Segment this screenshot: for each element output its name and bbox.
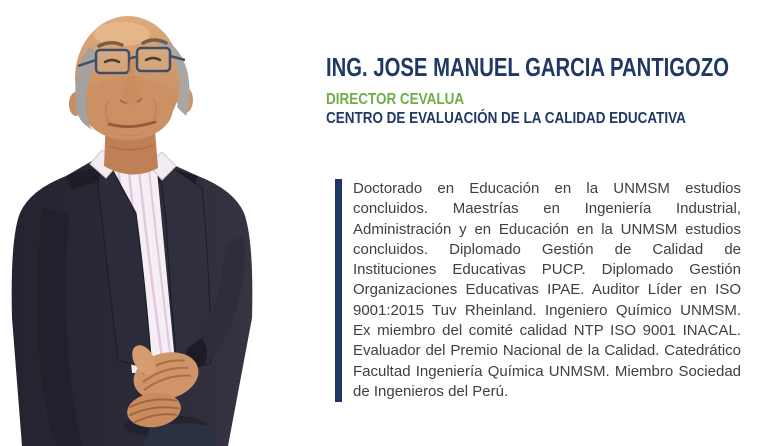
- profile-header: [326, 52, 756, 127]
- profile-name-text: ING. JOSE MANUEL GARCIA PANTIGOZO: [326, 52, 730, 82]
- bio-section: [335, 179, 741, 402]
- portrait-illustration: [6, 8, 266, 446]
- profile-role-text: DIRECTOR CEVALUA: [326, 91, 465, 108]
- profile-name: [326, 52, 756, 82]
- profile-organization-text: CENTRO DE EVALUACIÓN DE LA CALIDAD EDUCATIVA: [326, 110, 686, 127]
- profile-role: [326, 91, 756, 108]
- accent-bar: [335, 179, 342, 402]
- bio-text: Doctorado en Educación en la UNMSM estudios concluidos. Maestrías en Ingeniería Industrial, Administración y en Educación en la UNMSM estudios concluidos. Diplomado Gestión de Calidad de Instituciones Educativas PUCP. Diplomado Gestión Organizaciones Educativas IPAE. Auditor Líder en ISO 9001:2015 Tuv Rheinland. Ingeniero Químico UNMSM. Ex miembro del comité calidad NTP ISO 9001 INACAL. Evaluador del Premio Nacional de la Calidad. Catedrático Facultad Ingeniería Química UNMSM. Miembro Sociedad de Ingenieros del Perú.: [353, 180, 741, 400]
- profile-photo: [6, 8, 266, 446]
- profile-organization: [326, 110, 756, 127]
